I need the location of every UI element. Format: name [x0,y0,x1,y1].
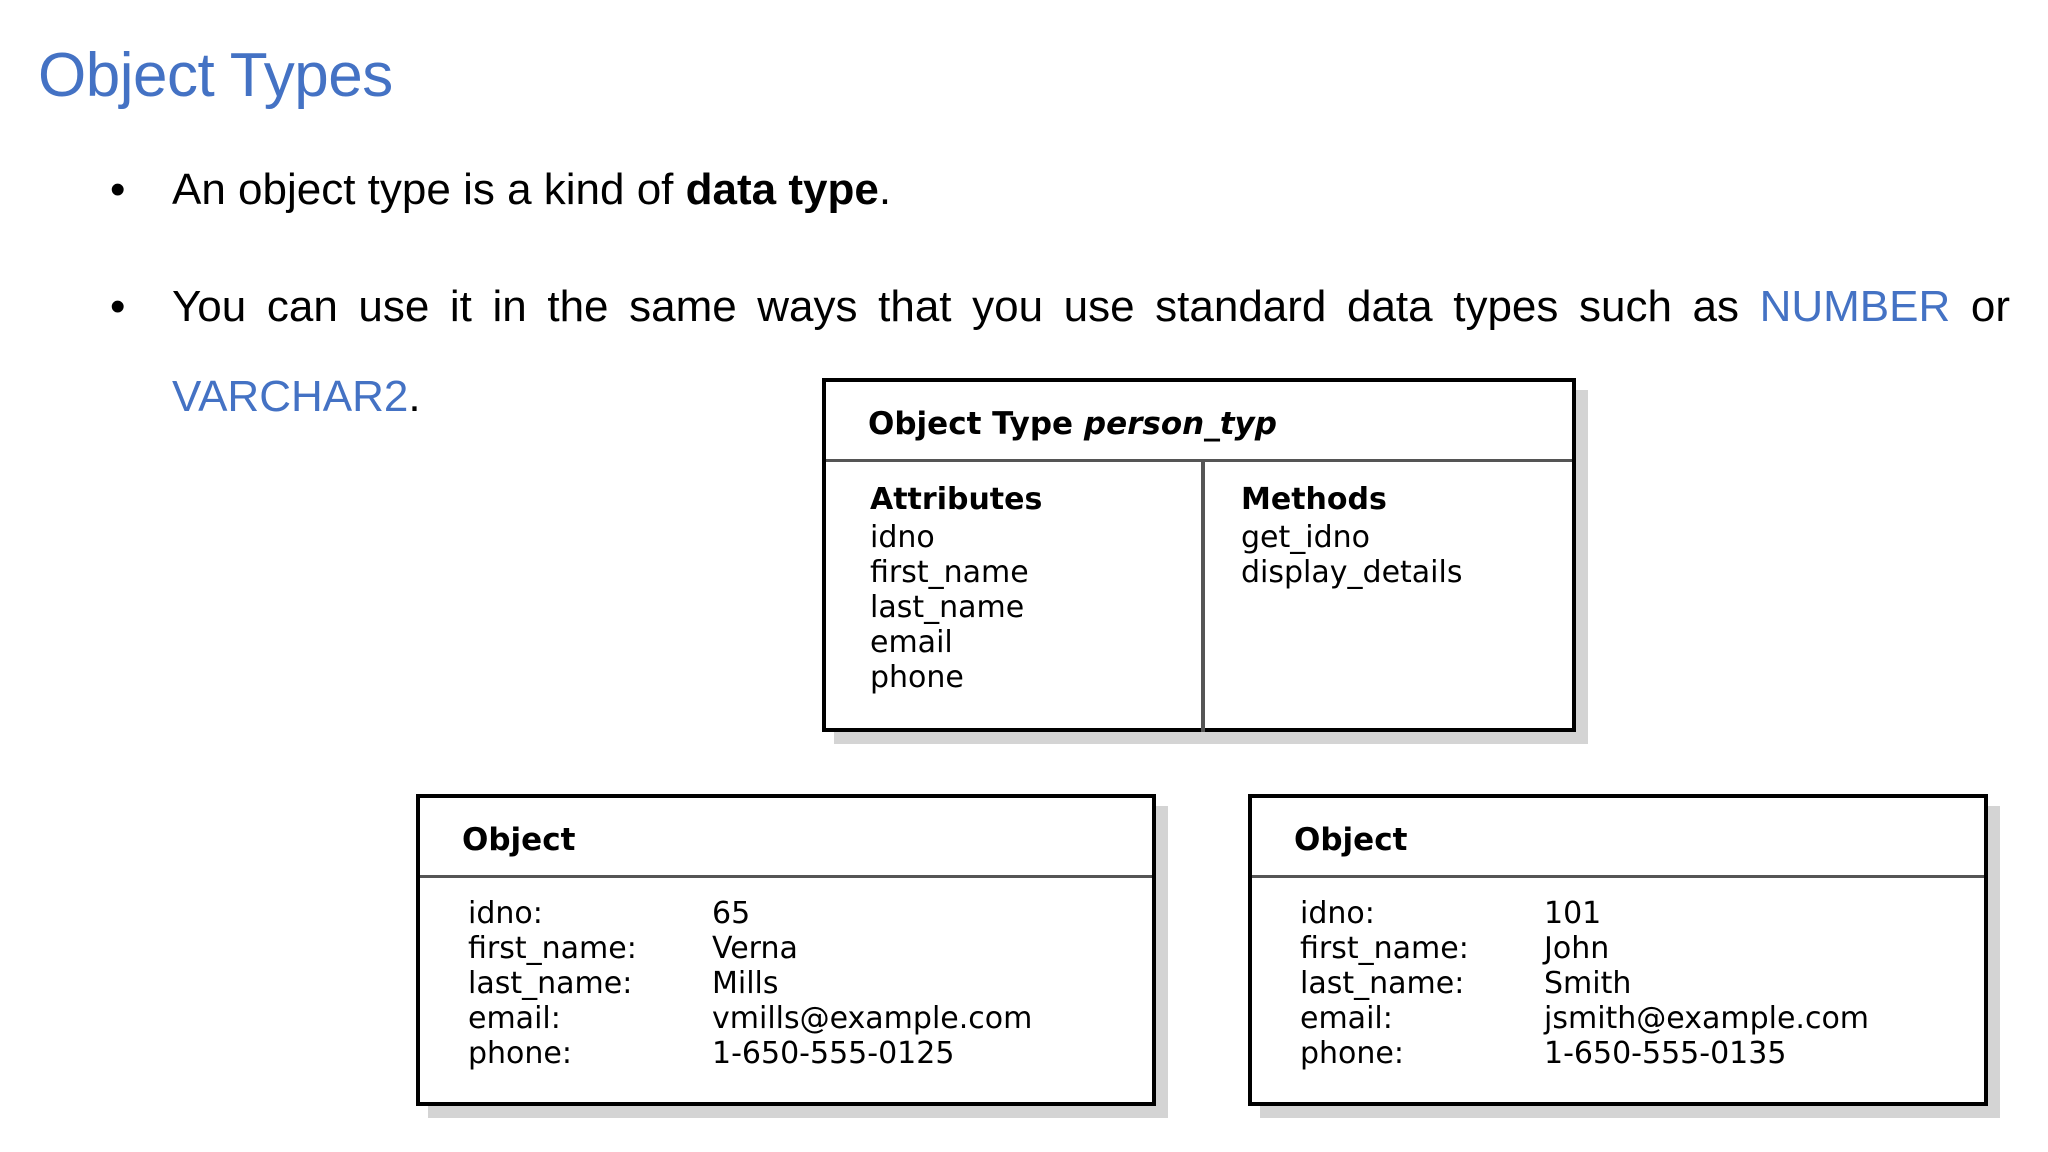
field-key: first_name: [1300,931,1469,966]
attribute-item: first_name [870,555,1029,590]
field-key: last_name: [468,966,633,1001]
field-key: idno: [1300,896,1375,931]
field-key: email: [468,1001,561,1036]
attribute-item: phone [870,660,964,695]
bullet-dot-icon: • [110,282,126,331]
field-key: first_name: [468,931,637,966]
field-row [1300,966,1984,1001]
bullet-end: . [878,165,892,214]
field-row [468,1036,1152,1071]
field-row [468,1001,1152,1036]
object-instance-header: Object [1252,798,1984,878]
field-key: idno: [468,896,543,931]
attribute-item: email [870,625,953,660]
field-value: 1-650-555-0125 [712,1036,955,1071]
object-type-prefix: Object Type [868,406,1084,442]
object-instance-box [1248,794,1988,1106]
field-row [468,896,1152,931]
bullet-text: You can use it in the same ways that you use standard data types such as [172,282,1760,331]
keyword-number: NUMBER [1759,282,1951,331]
field-value: vmills@example.com [712,1001,1033,1036]
field-row [1300,1036,1984,1071]
field-key: email: [1300,1001,1393,1036]
object-instance-box [416,794,1156,1106]
field-value: 65 [712,896,751,931]
field-value: Mills [712,966,779,1001]
object-instance-header: Object [420,798,1152,878]
bullet-item [110,160,2010,220]
field-value: John [1544,931,1610,966]
field-key: phone: [468,1036,572,1071]
attribute-item: idno [870,520,935,555]
bullet-dot-icon: • [110,165,126,214]
field-row [468,966,1152,1001]
field-row [468,931,1152,966]
field-value: 101 [1544,896,1602,931]
methods-column [1201,462,1572,732]
object-type-name: person_typ [1083,406,1277,442]
attributes-column [826,462,1201,732]
keyword-varchar2: VARCHAR2 [172,372,409,421]
field-row [1300,1001,1984,1036]
object-instance-body [420,878,1152,1071]
field-value: 1-650-555-0135 [1544,1036,1787,1071]
attributes-heading: Attributes [870,482,1043,517]
field-row [1300,896,1984,931]
methods-heading: Methods [1241,482,1387,517]
field-value: Verna [712,931,798,966]
method-item: display_details [1241,555,1463,590]
attribute-item: last_name [870,590,1025,625]
method-item: get_idno [1241,520,1371,555]
object-type-header [826,382,1572,462]
field-value: jsmith@example.com [1544,1001,1870,1036]
bold-term: data type [685,165,879,214]
field-key: last_name: [1300,966,1465,1001]
field-value: Smith [1544,966,1632,1001]
field-key: phone: [1300,1036,1404,1071]
slide-title: Object Types [38,41,393,110]
bullet-text: An object type is a kind of [172,165,686,214]
object-instance-body [1252,878,1984,1071]
bullet-mid: or [1950,282,2010,331]
bullet-end: . [408,372,421,421]
object-type-box [822,378,1576,732]
field-row [1300,931,1984,966]
object-type-body [826,462,1572,732]
